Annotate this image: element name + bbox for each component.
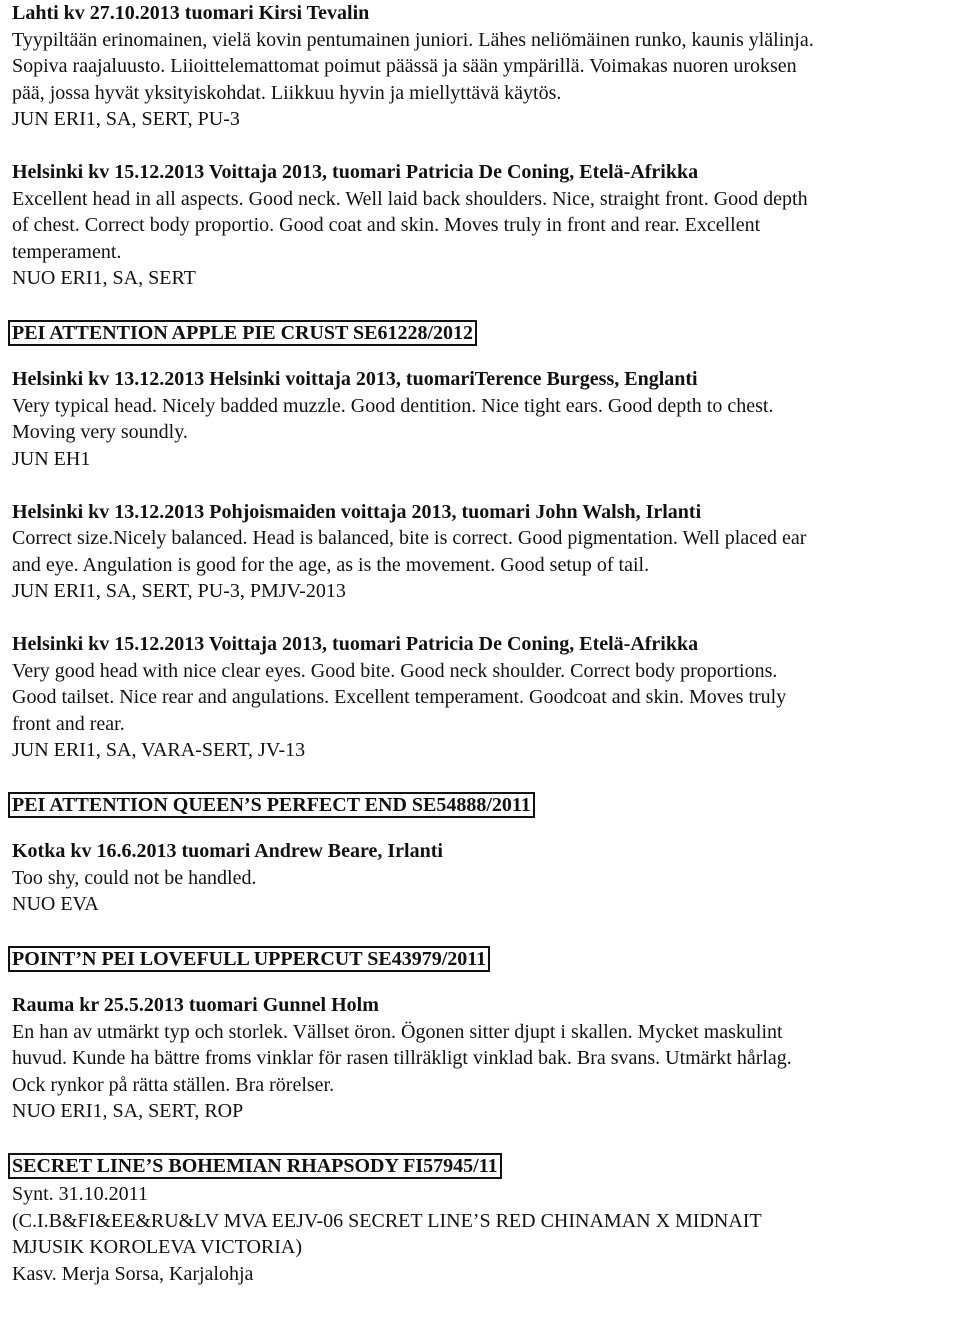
- result-entry: [12, 631, 942, 764]
- award-line: NUO ERI1, SA, SERT, ROP: [12, 1100, 244, 1122]
- dog-title: [12, 1151, 942, 1181]
- spacer: [12, 918, 942, 945]
- critique-line: temperament.: [12, 240, 122, 263]
- award-line: NUO EVA: [12, 893, 99, 915]
- critique-line: Tyypiltään erinomainen, vielä kovin pentumainen juniori. Lähes neliömäinen runko, kaunis ylälinja.: [12, 28, 814, 51]
- spacer: [12, 1125, 942, 1152]
- show-heading: Kotka kv 16.6.2013 tuomari Andrew Beare, Irlanti: [12, 840, 443, 862]
- dog-name-box: POINT’N PEI LOVEFULL UPPERCUT SE43979/2011: [8, 946, 490, 972]
- show-heading: Helsinki kv 15.12.2013 Voittaja 2013, tuomari Patricia De Coning, Etelä-Afrikka: [12, 633, 699, 655]
- spacer: [12, 820, 942, 838]
- critique-line: Ock rynkor på rätta ställen. Bra rörelser.: [12, 1073, 335, 1096]
- spacer: [12, 764, 942, 791]
- show-heading: Helsinki kv 13.12.2013 Helsinki voittaja 2013, tuomariTerence Burgess, Englanti: [12, 368, 698, 390]
- dog-profile: [12, 1151, 942, 1287]
- dog-name-box: SECRET LINE’S BOHEMIAN RHAPSODY FI57945/11: [8, 1153, 502, 1179]
- critique-line: Good tailset. Nice rear and angulations. Excellent temperament. Goodcoat and skin. Moves truly: [12, 686, 787, 708]
- award-line: JUN ERI1, SA, SERT, PU-3: [12, 108, 240, 130]
- result-entry: [12, 0, 942, 133]
- award-line: JUN ERI1, SA, VARA-SERT, JV-13: [12, 739, 306, 761]
- critique-line: Too shy, could not be handled.: [12, 866, 257, 889]
- dog-name-box: PEI ATTENTION APPLE PIE CRUST SE61228/2012: [8, 320, 477, 346]
- critique-line: front and rear.: [12, 712, 125, 735]
- critique-line: En han av utmärkt typ och storlek. Vällset öron. Ögonen sitter djupt i skallen. Mycket maskulint: [12, 1020, 783, 1043]
- award-line: NUO ERI1, SA, SERT: [12, 267, 196, 289]
- pedigree-line: (C.I.B&FI&EE&RU&LV MVA EEJV-06 SECRET LINE’S RED CHINAMAN X MIDNAIT: [12, 1209, 762, 1232]
- show-heading: Helsinki kv 15.12.2013 Voittaja 2013, tuomari Patricia De Coning, Etelä-Afrikka: [12, 161, 699, 183]
- critique-line: of chest. Correct body proportio. Good coat and skin. Moves truly in front and rear. Excellent: [12, 214, 761, 236]
- critique-line: pää, jossa hyvät yksityiskohdat. Liikkuu hyvin ja miellyttävä käytös.: [12, 81, 562, 104]
- spacer: [12, 974, 942, 992]
- show-heading: Rauma kr 25.5.2013 tuomari Gunnel Holm: [12, 994, 379, 1016]
- result-entry: [12, 499, 942, 605]
- pedigree-line: MJUSIK KOROLEVA VICTORIA): [12, 1236, 303, 1258]
- critique-line: Moving very soundly.: [12, 421, 188, 443]
- spacer: [12, 472, 942, 499]
- result-entry: [12, 366, 942, 472]
- dog-title: [12, 318, 942, 348]
- critique-line: and eye. Angulation is good for the age, as is the movement. Good setup of tail.: [12, 553, 650, 576]
- result-entry: [12, 838, 942, 918]
- dog-name-box: PEI ATTENTION QUEEN’S PERFECT END SE54888/2011: [8, 792, 535, 818]
- critique-line: Very typical head. Nicely badded muzzle. Good dentition. Nice tight ears. Good depth to chest.: [12, 394, 774, 417]
- show-heading: Helsinki kv 13.12.2013 Pohjoismaiden voittaja 2013, tuomari John Walsh, Irlanti: [12, 500, 702, 523]
- spacer: [12, 605, 942, 632]
- critique-line: huvud. Kunde ha bättre froms vinklar för rasen tillräkligt vinklad bak. Bra svans. Utmärkt hårlag.: [12, 1047, 792, 1069]
- dog-title: [12, 944, 942, 974]
- spacer: [12, 348, 942, 366]
- dog-title: [12, 790, 942, 820]
- result-entry: [12, 159, 942, 292]
- critique-line: Correct size.Nicely balanced. Head is balanced, bite is correct. Good pigmentation. Well placed ear: [12, 527, 807, 549]
- birth-date: Synt. 31.10.2011: [12, 1183, 148, 1205]
- show-heading: Lahti kv 27.10.2013 tuomari Kirsi Tevalin: [12, 2, 370, 24]
- spacer: [12, 292, 942, 319]
- result-entry: [12, 992, 942, 1125]
- critique-line: Excellent head in all aspects. Good neck. Well laid back shoulders. Nice, straight front. Good depth: [12, 187, 808, 210]
- spacer: [12, 133, 942, 160]
- award-line: JUN EH1: [12, 447, 91, 470]
- critique-line: Very good head with nice clear eyes. Good bite. Good neck shoulder. Correct body proportions.: [12, 659, 778, 682]
- critique-line: Sopiva raajaluusto. Liioittelemattomat poimut päässä ja sään ympärillä. Voimakas nuoren uroksen: [12, 55, 797, 77]
- breeder-line: Kasv. Merja Sorsa, Karjalohja: [12, 1262, 254, 1285]
- award-line: JUN ERI1, SA, SERT, PU-3, PMJV-2013: [12, 580, 346, 602]
